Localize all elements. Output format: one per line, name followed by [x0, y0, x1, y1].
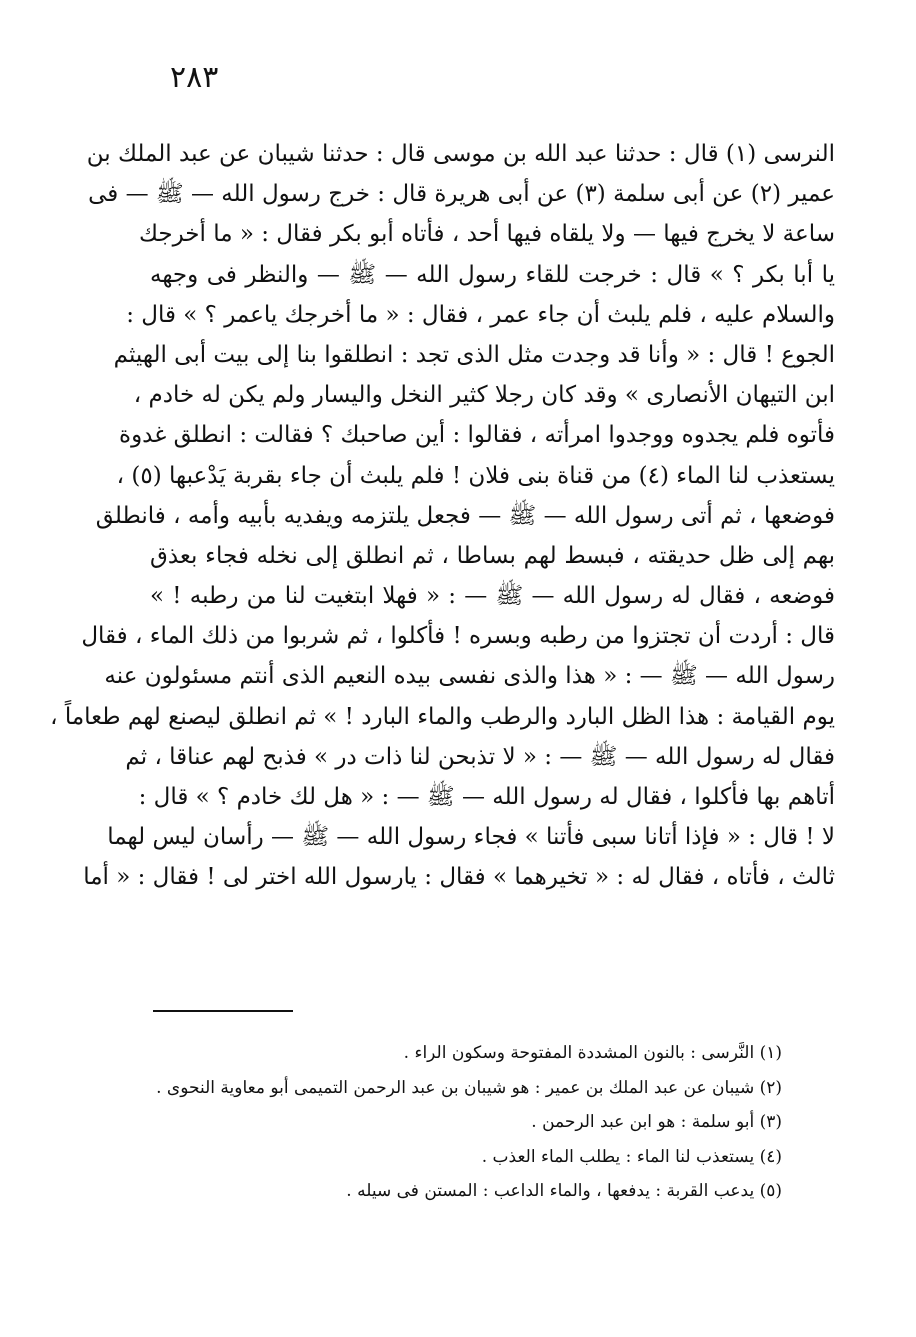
footnote: (٥) يدعب القربة : يدفعها ، والماء الداعب : المستن فى سيله . — [346, 1181, 782, 1201]
footnote: (١) النَّرسى : بالنون المشددة المفتوحة وسكون الراء . — [403, 1043, 782, 1063]
page-number: ٢٨٣ — [170, 60, 219, 95]
footnote: (٣) أبو سلمة : هو ابن عبد الرحمن . — [531, 1112, 782, 1132]
main-text — [50, 134, 835, 898]
text-line: فقال له رسول الله — ﷺ — : « لا تذبحن لنا ذات در » فذبح لهم عناقا ، ثم — [125, 743, 835, 770]
text-line: النرسى (١) قال : حدثنا عبد الله بن موسى قال : حدثنا شيبان عن عبد الملك بن — [86, 141, 835, 167]
text-line: ساعة لا يخرج فيها — ولا يلقاه فيها أحد ، فأتاه أبو بكر فقال : « ما أخرجك — [139, 221, 835, 248]
footnote: (٤) يستعذب لنا الماء : يطلب الماء العذب . — [481, 1146, 782, 1167]
text-line: بهم إلى ظل حديقته ، فبسط لهم بساطا ، ثم انطلق إلى نخله فجاء بعذق — [150, 542, 835, 569]
text-line: يستعذب لنا الماء (٤) من قناة بنى فلان ! فلم يلبث أن جاء بقربة يَدْعبها (٥) ، — [116, 462, 835, 489]
text-line: فوضعه ، فقال له رسول الله — ﷺ — : « فهلا ابتغيت لنا من رطبه ! » — [150, 583, 835, 610]
text-line: يوم القيامة : هذا الظل البارد والرطب والماء البارد ! » ثم انطلق ليصنع لهم طعاماً ، — [50, 703, 835, 730]
text-line: رسول الله — ﷺ — : « هذا والذى نفسى بيده النعيم الذى أنتم مسئولون عنه — [104, 663, 835, 690]
footnote: (٢) شيبان عن عبد الملك بن عمير : هو شيبان بن عبد الرحمن التميمى أبو معاوية النحوى . — [156, 1077, 782, 1098]
text-line: أتاهم بها فأكلوا ، فقال له رسول الله — ﷺ — : « هل لك خادم ؟ » قال : — [138, 784, 835, 810]
text-line: والسلام عليه ، فلم يلبث أن جاء عمر ، فقال : « ما أخرجك ياعمر ؟ » قال : — [126, 301, 835, 328]
footnote-separator — [153, 1010, 293, 1012]
text-line: ابن التيهان الأنصارى » وقد كان رجلا كثير النخل واليسار ولم يكن له خادم ، — [133, 382, 835, 409]
text-line: الجوع ! قال : « وأنا قد وجدت مثل الذى تجد : انطلقوا بنا إلى بيت أبى الهيثم — [113, 341, 835, 368]
text-line: فأتوه فلم يجدوه ووجدوا امرأته ، فقالوا : أين صاحبك ؟ فقالت : انطلق غدوة — [119, 422, 835, 449]
text-line: ثالث ، فأتاه ، فقال له : « تخيرهما » فقال : يارسول الله اختر لى ! فقال : « أما — [83, 864, 835, 891]
text-line: عمير (٢) عن أبى سلمة (٣) عن أبى هريرة قال : خرج رسول الله — ﷺ — فى — [88, 181, 835, 208]
text-line: قال : أردت أن تجتزوا من رطبه وبسره ! فأكلوا ، ثم شربوا من ذلك الماء ، فقال — [81, 623, 835, 650]
text-line: لا ! قال : « فإذا أتانا سبى فأتنا » فجاء رسول الله — ﷺ — رأسان ليس لهما — [107, 824, 835, 851]
footnotes — [150, 1036, 782, 1209]
text-line: يا أبا بكر ؟ » قال : خرجت للقاء رسول الله — ﷺ — والنظر فى وجهه — [150, 261, 835, 288]
text-line: فوضعها ، ثم أتى رسول الله — ﷺ — فجعل يلتزمه ويفديه بأبيه وأمه ، فانطلق — [95, 502, 835, 529]
